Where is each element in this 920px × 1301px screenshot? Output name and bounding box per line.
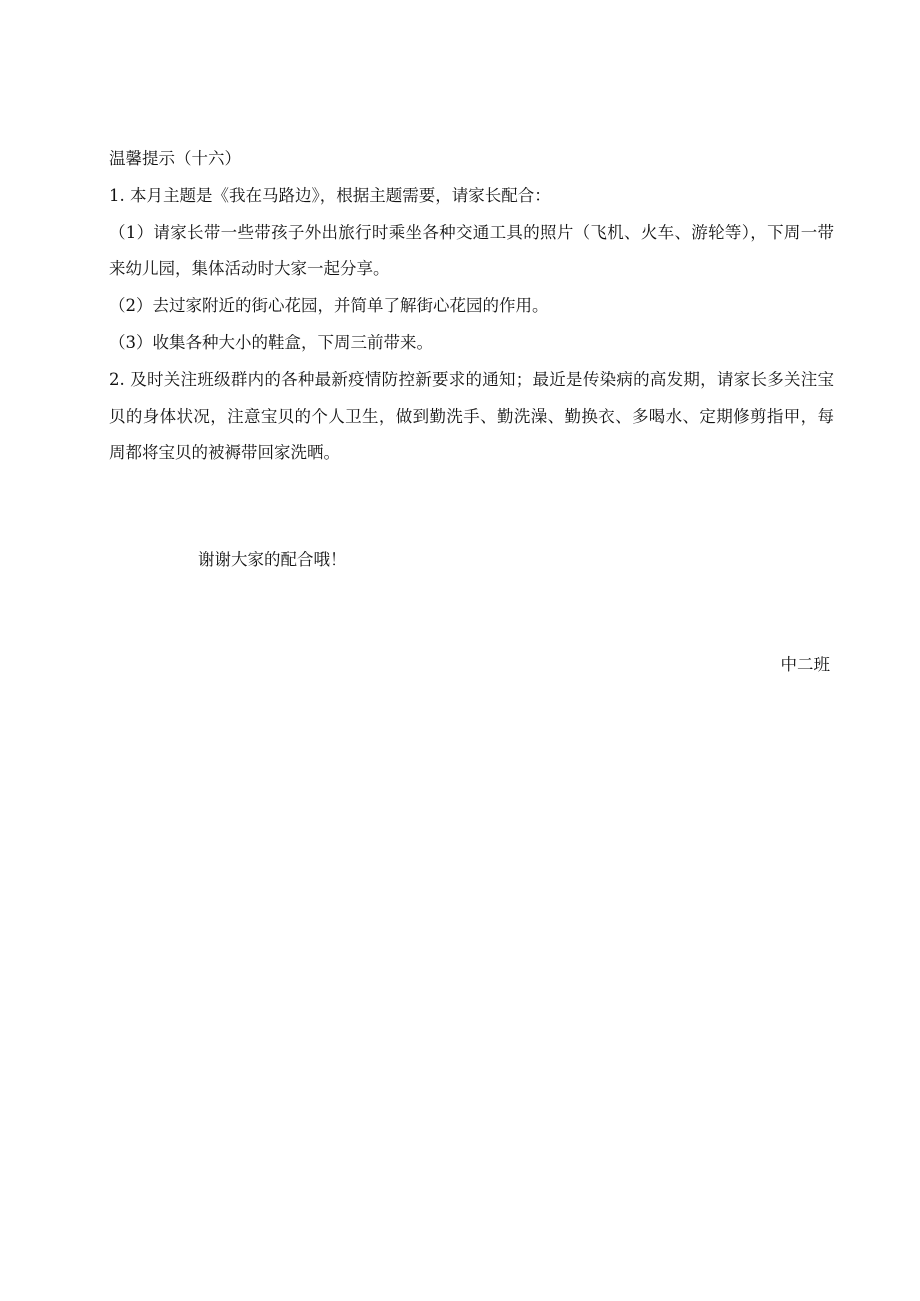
item-2: 2. 及时关注班级群内的各种最新疫情防控新要求的通知；最近是传染病的高发期，请家长多关注宝贝的身体状况，注意宝贝的个人卫生，做到勤洗手、勤洗澡、勤换衣、多喝水、定期修剪指甲，每周都将宝贝的被褥带回家洗晒。 xyxy=(109,369,834,463)
item-1-sub-3: （3）收集各种大小的鞋盒，下周三前带来。 xyxy=(109,332,433,352)
thanks-line: 谢谢大家的配合哦！ xyxy=(198,550,347,569)
notice-title: 温馨提示（十六） xyxy=(109,149,241,168)
notice-body xyxy=(109,141,834,472)
signature: 中二班 xyxy=(780,655,830,674)
item-1-sub-2: （2）去过家附近的街心花园，并简单了解街心花园的作用。 xyxy=(109,296,549,316)
item-1-intro: 1. 本月主题是《我在马路边》，根据主题需要，请家长配合： xyxy=(109,185,551,205)
item-1-sub-1: （1）请家长带一些带孩子外出旅行时乘坐各种交通工具的照片（飞机、火车、游轮等），下周一带来幼儿园，集体活动时大家一起分享。 xyxy=(109,222,834,279)
